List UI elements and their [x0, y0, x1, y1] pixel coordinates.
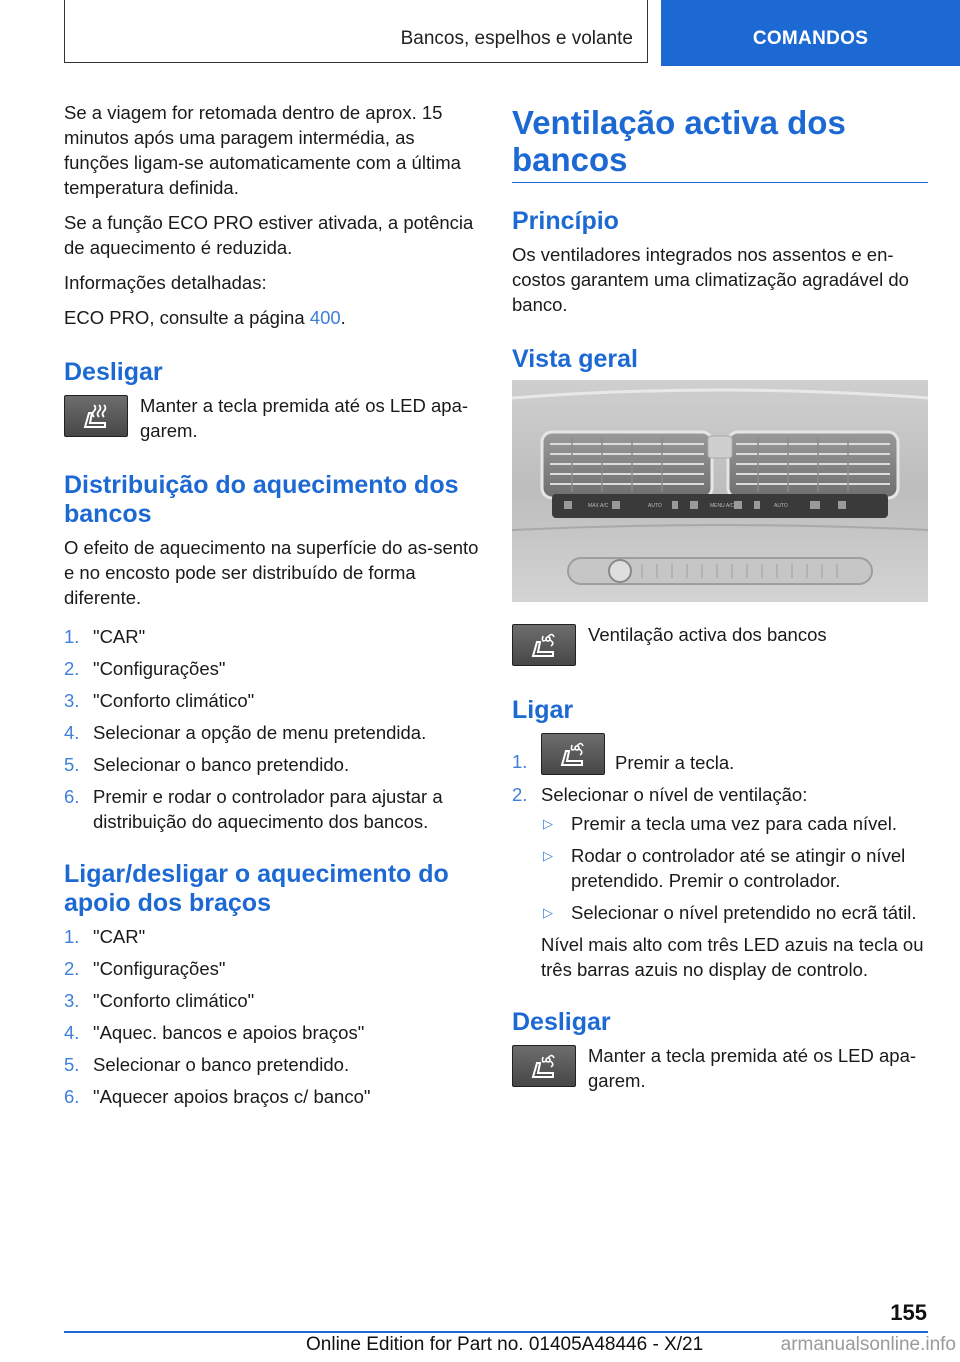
step-number: 6. [64, 1086, 80, 1107]
list-item [64, 720, 480, 745]
heading-desligar-ventilacao: Desligar [512, 1008, 611, 1036]
page-header [0, 0, 960, 66]
step-number: 2. [512, 784, 528, 805]
step-number: 6. [64, 786, 80, 807]
heading-ligar: Ligar [512, 696, 574, 724]
step-number: 5. [64, 754, 80, 775]
step-text: Selecionar o banco pretendido. [93, 1054, 350, 1075]
seat-ventilation-icon [541, 733, 605, 775]
watermark: armanualsonline.info [780, 1334, 956, 1355]
step-number: 2. [64, 658, 80, 679]
step-number: 3. [64, 990, 80, 1011]
step-text: "Aquecer apoios braços c/ banco" [93, 1086, 371, 1107]
step-text: "CAR" [93, 926, 146, 947]
list-item [64, 624, 480, 649]
seat-heating-icon [64, 395, 128, 437]
list-item [512, 731, 928, 775]
step-number: 2. [64, 958, 80, 979]
step-number: 3. [64, 690, 80, 711]
principio-text: Os ventiladores integrados nos assentos e en-costos garantem uma climatização agradável do banco. [512, 244, 909, 315]
desligar-ventilacao-text: Manter a tecla premida até os LED apa-garem. [588, 1045, 917, 1091]
step-text: Selecionar o banco pretendido. [93, 754, 350, 775]
desligar-ventilacao-instruction [512, 1043, 928, 1093]
list-item [512, 782, 928, 982]
step-text: "Conforto climático" [93, 690, 255, 711]
list-item [64, 1052, 480, 1077]
dashboard-vents-photo [512, 380, 928, 602]
step-number: 1. [512, 751, 528, 772]
bullet-triangle-icon: ▷ [543, 848, 553, 863]
ventilation-options [541, 811, 928, 925]
footer-divider [64, 1331, 928, 1333]
bullet-text: Premir a tecla uma vez para cada nível. [571, 813, 897, 834]
heading-desligar: Desligar [64, 358, 163, 386]
svg-text:AUTO: AUTO [648, 503, 662, 509]
eco-pro-page-link[interactable]: 400 [309, 307, 341, 328]
step-number: 5. [64, 1054, 80, 1075]
list-item [64, 1020, 480, 1045]
heading-apoio-bracos: Ligar/desligar o aquecimento do apoio dos braços [64, 860, 449, 917]
intro-paragraph-3: Informações detalhadas: [64, 272, 267, 293]
step-number: 1. [64, 926, 80, 947]
ventilation-note: Nível mais alto com três LED azuis na tecla ou três barras azuis no display de controlo. [541, 934, 924, 980]
bullet-text: Selecionar o nível pretendido no ecrã tátil. [571, 902, 917, 923]
header-chapter-tab[interactable] [661, 0, 960, 66]
vista-caption: Ventilação activa dos bancos [588, 624, 827, 645]
list-item [541, 900, 928, 925]
footer-edition: Online Edition for Part no. 01405A48446 - X/21 [306, 1334, 704, 1355]
ligar-steps [512, 731, 928, 982]
svg-text:MENU A/C: MENU A/C [710, 503, 735, 509]
list-item [64, 688, 480, 713]
step-text: Selecionar o nível de ventilação: [541, 784, 808, 805]
step-text: "Configurações" [93, 658, 226, 679]
apoio-steps [64, 924, 480, 1109]
step-text: Premir a tecla. [615, 752, 735, 773]
intro-paragraph-1: Se a viagem for retomada dentro de aprox. 15 minutos após uma paragem intermédia, as funções ligam-se automaticamente com a última temperatura definida. [64, 102, 461, 198]
list-item [64, 784, 480, 834]
step-number: 1. [64, 626, 80, 647]
bullet-text: Rodar o controlador até se atingir o nível pretendido. Premir o controlador. [571, 845, 906, 891]
list-item [64, 956, 480, 981]
step-number: 4. [64, 722, 80, 743]
heading-principio: Princípio [512, 207, 619, 235]
page-number: 155 [890, 1300, 927, 1325]
list-item [64, 752, 480, 777]
vents-illustration [512, 380, 928, 602]
intro-paragraph-2: Se a função ECO PRO estiver ativada, a potência de aquecimento é reduzida. [64, 212, 474, 258]
list-item [64, 924, 480, 949]
desligar-instruction [64, 393, 480, 443]
list-item [64, 1084, 480, 1109]
list-item [541, 811, 928, 836]
step-text: Premir e rodar o controlador para ajustar a distribuição do aquecimento dos bancos. [93, 786, 443, 832]
list-item [64, 988, 480, 1013]
step-text: "Configurações" [93, 958, 226, 979]
bullet-triangle-icon: ▷ [543, 905, 553, 920]
header-section-title: Bancos, espelhos e volante [400, 28, 633, 49]
right-column [512, 104, 928, 1103]
distribuicao-steps [64, 624, 480, 834]
step-text: Selecionar a opção de menu pretendida. [93, 722, 427, 743]
list-item [64, 656, 480, 681]
eco-pro-reference [64, 305, 480, 330]
step-text: "CAR" [93, 626, 146, 647]
heading-vista-geral: Vista geral [512, 345, 639, 373]
list-item [541, 843, 928, 893]
section-title: Ventilação activa dos bancos [512, 104, 928, 183]
heading-distribuicao: Distribuição do aquecimento dos bancos [64, 471, 459, 528]
header-section-box [64, 0, 648, 63]
seat-ventilation-icon [512, 624, 576, 666]
distribuicao-text: O efeito de aquecimento na superfície do as-sento e no encosto pode ser distribuído de forma diferente. [64, 537, 479, 608]
vista-caption-row [512, 622, 928, 666]
left-column [64, 100, 480, 1119]
step-number: 4. [64, 1022, 80, 1043]
header-chapter-label: COMANDOS [752, 28, 869, 49]
eco-pro-reference-suffix: . [340, 307, 346, 328]
step-text: "Aquec. bancos e apoios braços" [93, 1022, 365, 1043]
desligar-text: Manter a tecla premida até os LED apa-garem. [140, 395, 469, 441]
seat-ventilation-icon [512, 1045, 576, 1087]
step-text: "Conforto climático" [93, 990, 255, 1011]
bullet-triangle-icon: ▷ [543, 816, 553, 831]
eco-pro-reference-text: ECO PRO, consulte a página [64, 307, 310, 328]
svg-text:MAX A/C: MAX A/C [588, 503, 609, 509]
svg-text:AUTO: AUTO [774, 503, 788, 509]
